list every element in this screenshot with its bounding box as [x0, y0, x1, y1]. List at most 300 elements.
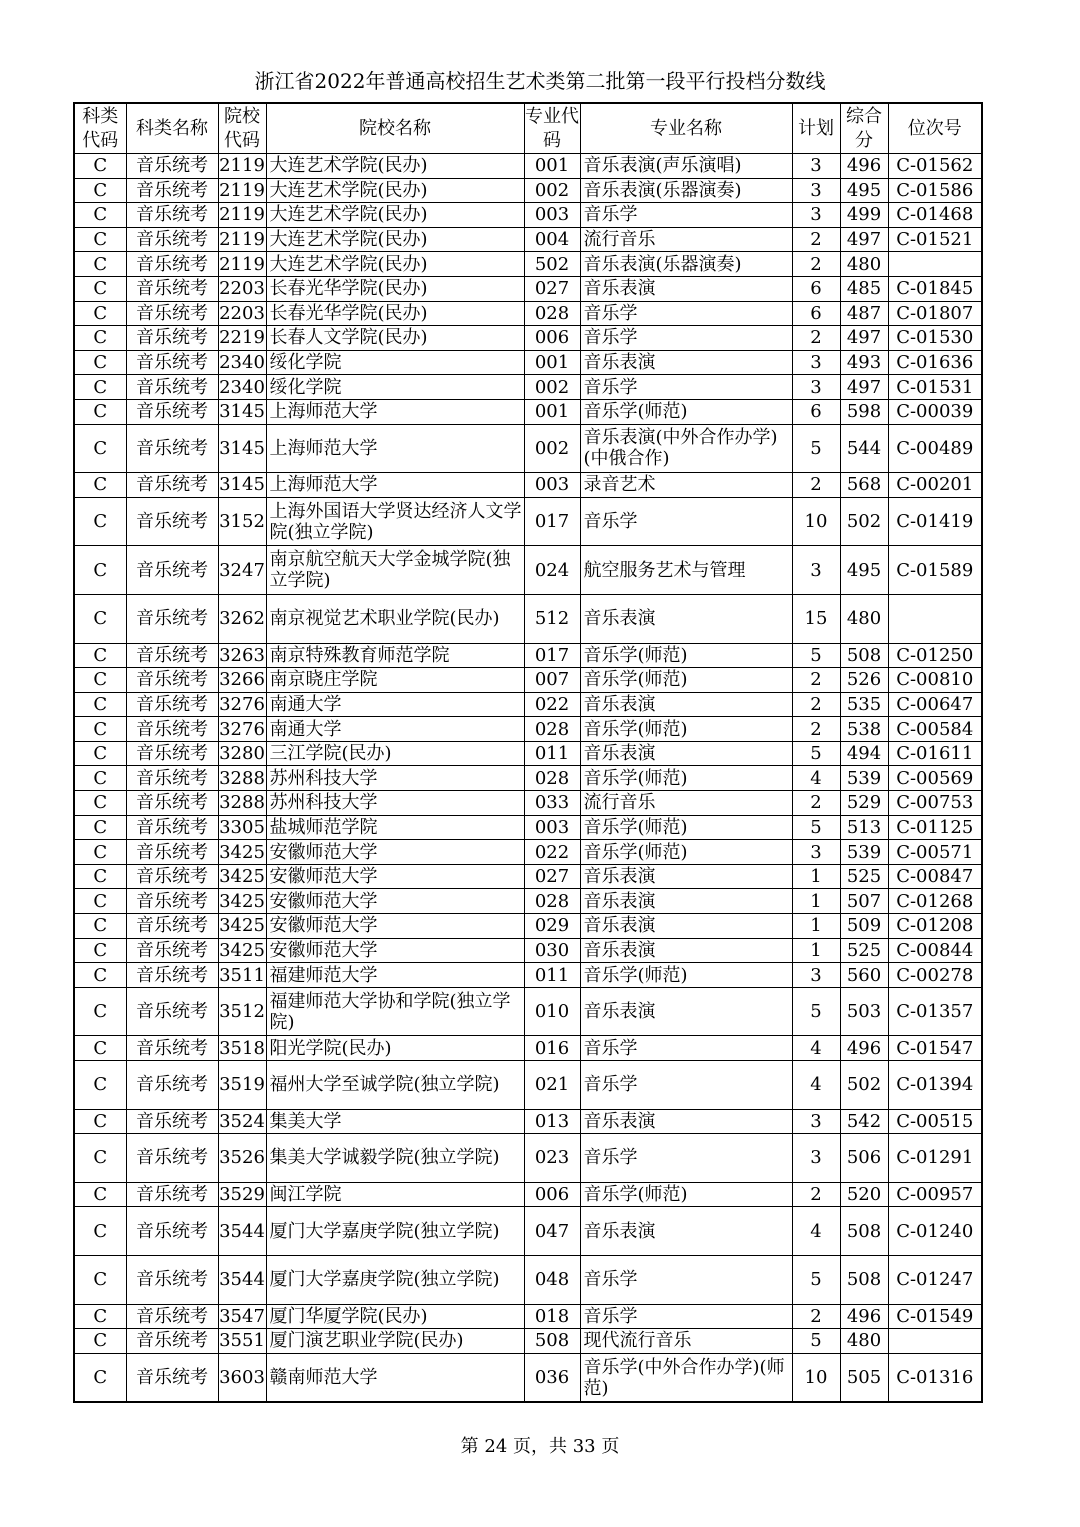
- cell-school-name: 安徽师范大学: [266, 889, 524, 914]
- table-row: [74, 668, 982, 693]
- cell-school-code: 3544: [218, 1255, 266, 1304]
- cell-major-name: 流行音乐: [580, 791, 792, 816]
- cell-school-name: 阳光学院(民办): [266, 1036, 524, 1061]
- cell-plan: 10: [792, 1353, 840, 1402]
- cell-category-code: C: [74, 594, 126, 643]
- cell-major-code: 024: [524, 546, 580, 595]
- cell-category-name: 音乐统考: [126, 717, 218, 742]
- cell-category-code: C: [74, 1304, 126, 1329]
- cell-school-code: 3145: [219, 474, 265, 496]
- cell-category-name: 音乐统考: [126, 178, 218, 203]
- cell-score: 508: [840, 1255, 888, 1304]
- table-row: [74, 276, 982, 301]
- cell-major-name: 音乐学(师范): [580, 1182, 792, 1207]
- cell-rank: C-00584: [888, 717, 982, 742]
- cell-plan: 1: [792, 864, 840, 889]
- cell-major-code: 512: [524, 594, 580, 643]
- cell-category-code: C: [74, 1255, 126, 1304]
- cell-category-name: 音乐统考: [126, 815, 218, 840]
- cell-score: 542: [840, 1109, 888, 1134]
- cell-category-name: 音乐统考: [126, 840, 218, 865]
- cell-school-code: 3262: [218, 594, 266, 643]
- cell-plan: 3: [792, 375, 840, 400]
- table-row: [74, 766, 982, 791]
- cell-category-code: C: [74, 1182, 126, 1207]
- cell-major-name: 音乐学: [580, 497, 792, 546]
- cell-score: 598: [840, 399, 888, 424]
- header-rank: 位次号: [888, 103, 982, 154]
- table-row: [74, 963, 982, 988]
- header-plan: 计划: [792, 103, 840, 154]
- cell-major-code: 003: [524, 815, 580, 840]
- page-footer: 第 24 页，共 33 页: [460, 1436, 620, 1457]
- cell-category-code: C: [74, 375, 126, 400]
- cell-category-code: C: [74, 741, 126, 766]
- table-row: [74, 914, 982, 939]
- cell-plan: 6: [792, 276, 840, 301]
- table-row: [74, 1134, 982, 1183]
- cell-score: 509: [840, 914, 888, 939]
- cell-rank: C-00844: [888, 938, 982, 963]
- table-row: [74, 424, 982, 473]
- cell-school-name: 南京航空航天大学金城学院(独立学院): [266, 546, 524, 595]
- cell-plan: 3: [792, 203, 840, 228]
- cell-school-code: 2119: [219, 204, 265, 226]
- cell-plan: 3: [792, 1109, 840, 1134]
- cell-plan: 2: [792, 252, 840, 277]
- cell-major-name: 音乐表演: [580, 741, 792, 766]
- cell-plan: 3: [792, 1134, 840, 1183]
- cell-rank: C-01636: [888, 350, 982, 375]
- cell-score: 503: [840, 987, 888, 1036]
- cell-category-code: C: [74, 301, 126, 326]
- cell-category-code: C: [74, 815, 126, 840]
- cell-rank: C-00201: [888, 473, 982, 498]
- cell-major-name: 现代流行音乐: [580, 1329, 792, 1354]
- cell-plan: 4: [792, 1207, 840, 1256]
- cell-category-name: 音乐统考: [126, 1182, 218, 1207]
- cell-school-name: 大连艺术学院(民办): [266, 252, 524, 277]
- cell-rank: C-00039: [888, 399, 982, 424]
- cell-major-name: 音乐表演: [580, 594, 792, 643]
- header-row: [74, 103, 982, 154]
- cell-school-code: 3519: [218, 1061, 266, 1110]
- table-row: [74, 889, 982, 914]
- cell-category-name: 音乐统考: [126, 326, 218, 351]
- cell-score: 496: [840, 1304, 888, 1329]
- cell-school-name: 南京晓庄学院: [266, 668, 524, 693]
- cell-category-name: 音乐统考: [126, 252, 218, 277]
- header-major-code: 专业代码: [524, 103, 580, 154]
- cell-category-name: 音乐统考: [126, 864, 218, 889]
- cell-major-name: 音乐学: [580, 301, 792, 326]
- cell-school-code: 3425: [219, 841, 265, 863]
- cell-major-code: 028: [524, 766, 580, 791]
- cell-major-name: 音乐学(师范): [580, 815, 792, 840]
- cell-category-name: 音乐统考: [126, 643, 218, 668]
- cell-school-code: 3145: [218, 424, 266, 473]
- cell-major-name: 音乐表演: [580, 692, 792, 717]
- cell-score: 494: [840, 741, 888, 766]
- cell-category-code: C: [74, 1134, 126, 1183]
- table-row: [74, 791, 982, 816]
- header-major-name: 专业名称: [580, 103, 792, 154]
- cell-plan: 1: [792, 914, 840, 939]
- table-row: [74, 1207, 982, 1256]
- cell-plan: 4: [792, 766, 840, 791]
- cell-major-code: 001: [524, 350, 580, 375]
- cell-major-name: 音乐学: [580, 1036, 792, 1061]
- cell-major-name: 音乐学(师范): [580, 717, 792, 742]
- cell-rank: C-01419: [888, 497, 982, 546]
- cell-school-name: 三江学院(民办): [266, 741, 524, 766]
- table-row: [74, 326, 982, 351]
- cell-major-code: 027: [524, 864, 580, 889]
- cell-major-code: 021: [524, 1061, 580, 1110]
- cell-score: 525: [840, 938, 888, 963]
- score-table: [73, 102, 983, 1403]
- cell-major-code: 022: [524, 840, 580, 865]
- cell-school-code: 2340: [219, 352, 265, 374]
- cell-category-code: C: [74, 987, 126, 1036]
- cell-score: 496: [840, 154, 888, 179]
- cell-category-name: 音乐统考: [126, 1304, 218, 1329]
- cell-category-code: C: [74, 350, 126, 375]
- cell-school-name: 大连艺术学院(民办): [266, 227, 524, 252]
- table-row: [74, 987, 982, 1036]
- cell-school-name: 安徽师范大学: [266, 840, 524, 865]
- cell-major-name: 航空服务艺术与管理: [580, 546, 792, 595]
- cell-school-name: 大连艺术学院(民办): [266, 178, 524, 203]
- cell-plan: 2: [792, 473, 840, 498]
- table-row: [74, 1255, 982, 1304]
- cell-school-name: 南通大学: [266, 692, 524, 717]
- cell-school-name: 安徽师范大学: [266, 938, 524, 963]
- cell-plan: 5: [792, 424, 840, 473]
- cell-major-code: 018: [524, 1304, 580, 1329]
- cell-major-name: 音乐学: [580, 1134, 792, 1183]
- cell-major-code: 010: [524, 987, 580, 1036]
- cell-major-name: 音乐学: [580, 203, 792, 228]
- cell-category-name: 音乐统考: [126, 766, 218, 791]
- cell-category-code: C: [74, 1036, 126, 1061]
- cell-rank: [888, 594, 982, 643]
- table-row: [74, 178, 982, 203]
- cell-rank: C-01268: [888, 889, 982, 914]
- cell-major-code: 022: [524, 692, 580, 717]
- cell-category-name: 音乐统考: [126, 1329, 218, 1354]
- cell-rank: C-01611: [888, 741, 982, 766]
- header-category-code: 科类代码: [74, 103, 126, 154]
- cell-major-code: 502: [524, 252, 580, 277]
- cell-score: 497: [840, 227, 888, 252]
- cell-major-name: 音乐学: [580, 1255, 792, 1304]
- cell-plan: 2: [792, 692, 840, 717]
- cell-major-code: 004: [524, 227, 580, 252]
- cell-category-code: C: [74, 1329, 126, 1354]
- cell-major-code: 001: [524, 154, 580, 179]
- cell-major-name: 音乐表演: [580, 864, 792, 889]
- cell-plan: 5: [792, 987, 840, 1036]
- cell-school-name: 集美大学诚毅学院(独立学院): [266, 1134, 524, 1183]
- cell-major-code: 033: [524, 791, 580, 816]
- cell-major-name: 音乐学(师范): [580, 963, 792, 988]
- cell-category-code: C: [74, 154, 126, 179]
- cell-major-name: 音乐表演: [580, 987, 792, 1036]
- cell-plan: 2: [792, 791, 840, 816]
- cell-major-code: 006: [524, 1182, 580, 1207]
- cell-school-code: 3551: [219, 1330, 265, 1352]
- cell-category-code: C: [74, 1353, 126, 1402]
- cell-major-name: 音乐学(中外合作办学)(师范): [580, 1353, 792, 1402]
- cell-school-name: 闽江学院: [266, 1182, 524, 1207]
- cell-school-name: 上海师范大学: [266, 473, 524, 498]
- cell-score: 535: [840, 692, 888, 717]
- cell-school-code: 3276: [219, 718, 265, 740]
- cell-major-name: 音乐表演: [580, 914, 792, 939]
- cell-rank: C-01589: [888, 546, 982, 595]
- cell-plan: 6: [792, 301, 840, 326]
- cell-category-name: 音乐统考: [126, 791, 218, 816]
- cell-major-name: 音乐表演(乐器演奏): [580, 178, 792, 203]
- cell-score: 508: [840, 1207, 888, 1256]
- cell-rank: C-01250: [888, 643, 982, 668]
- cell-rank: C-00571: [888, 840, 982, 865]
- cell-rank: C-00847: [888, 864, 982, 889]
- cell-major-name: 音乐学(师范): [580, 766, 792, 791]
- cell-score: 526: [840, 668, 888, 693]
- cell-school-name: 集美大学: [266, 1109, 524, 1134]
- cell-rank: [888, 252, 982, 277]
- cell-plan: 6: [792, 399, 840, 424]
- cell-score: 529: [840, 791, 888, 816]
- cell-school-name: 大连艺术学院(民办): [266, 203, 524, 228]
- cell-plan: 5: [792, 643, 840, 668]
- cell-category-code: C: [74, 252, 126, 277]
- table-row: [74, 1353, 982, 1402]
- cell-major-name: 音乐表演: [580, 1109, 792, 1134]
- cell-school-name: 长春光华学院(民办): [266, 276, 524, 301]
- cell-score: 499: [840, 203, 888, 228]
- cell-rank: C-01521: [888, 227, 982, 252]
- cell-score: 495: [840, 178, 888, 203]
- cell-school-name: 苏州科技大学: [266, 766, 524, 791]
- cell-category-code: C: [74, 864, 126, 889]
- cell-category-code: C: [74, 840, 126, 865]
- cell-score: 538: [840, 717, 888, 742]
- cell-score: 508: [840, 643, 888, 668]
- cell-category-name: 音乐统考: [126, 594, 218, 643]
- cell-major-code: 003: [524, 473, 580, 498]
- cell-category-code: C: [74, 791, 126, 816]
- cell-score: 493: [840, 350, 888, 375]
- table-row: [74, 546, 982, 595]
- cell-score: 497: [840, 326, 888, 351]
- cell-plan: 15: [792, 594, 840, 643]
- cell-school-name: 苏州科技大学: [266, 791, 524, 816]
- cell-school-name: 上海师范大学: [266, 399, 524, 424]
- cell-category-code: C: [74, 963, 126, 988]
- cell-plan: 4: [792, 1036, 840, 1061]
- cell-category-name: 音乐统考: [126, 497, 218, 546]
- cell-school-code: 3524: [219, 1110, 265, 1132]
- cell-major-code: 028: [524, 301, 580, 326]
- cell-school-code: 3425: [219, 939, 265, 961]
- cell-category-code: C: [74, 424, 126, 473]
- cell-school-name: 大连艺术学院(民办): [266, 154, 524, 179]
- cell-school-code: 3425: [219, 866, 265, 888]
- cell-school-code: 3288: [219, 767, 265, 789]
- cell-plan: 5: [792, 815, 840, 840]
- cell-category-name: 音乐统考: [126, 1061, 218, 1110]
- cell-school-name: 福建师范大学协和学院(独立学院): [266, 987, 524, 1036]
- cell-rank: C-01530: [888, 326, 982, 351]
- cell-category-code: C: [74, 227, 126, 252]
- cell-major-name: 音乐学: [580, 326, 792, 351]
- cell-major-name: 音乐表演: [580, 1207, 792, 1256]
- cell-plan: 3: [792, 178, 840, 203]
- table-row: [74, 227, 982, 252]
- cell-major-name: 音乐表演(中外合作办学)(中俄合作): [580, 424, 792, 473]
- cell-school-code: 2119: [219, 179, 265, 201]
- cell-school-code: 3526: [218, 1134, 266, 1183]
- cell-category-code: C: [74, 938, 126, 963]
- cell-school-code: 3529: [219, 1184, 265, 1206]
- cell-category-name: 音乐统考: [126, 963, 218, 988]
- cell-category-code: C: [74, 717, 126, 742]
- cell-school-name: 南通大学: [266, 717, 524, 742]
- cell-category-name: 音乐统考: [126, 938, 218, 963]
- header-score: 综合分: [840, 103, 888, 154]
- cell-school-name: 长春光华学院(民办): [266, 301, 524, 326]
- cell-category-code: C: [74, 668, 126, 693]
- cell-school-name: 南京视觉艺术职业学院(民办): [266, 594, 524, 643]
- table-row: [74, 717, 982, 742]
- table-row: [74, 1304, 982, 1329]
- cell-school-name: 赣南师范大学: [266, 1353, 524, 1402]
- cell-score: 502: [840, 1061, 888, 1110]
- cell-plan: 2: [792, 326, 840, 351]
- cell-category-code: C: [74, 178, 126, 203]
- header-school-name: 院校名称: [266, 103, 524, 154]
- cell-school-name: 厦门大学嘉庚学院(独立学院): [266, 1255, 524, 1304]
- cell-school-name: 盐城师范学院: [266, 815, 524, 840]
- cell-major-name: 音乐学(师范): [580, 840, 792, 865]
- cell-category-name: 音乐统考: [126, 1109, 218, 1134]
- cell-plan: 2: [792, 717, 840, 742]
- cell-category-name: 音乐统考: [126, 668, 218, 693]
- cell-plan: 3: [792, 840, 840, 865]
- cell-category-code: C: [74, 766, 126, 791]
- cell-plan: 3: [792, 963, 840, 988]
- cell-plan: 3: [792, 154, 840, 179]
- cell-category-name: 音乐统考: [126, 1134, 218, 1183]
- cell-major-code: 002: [524, 424, 580, 473]
- table-row: [74, 497, 982, 546]
- cell-major-code: 002: [524, 178, 580, 203]
- table-row: [74, 594, 982, 643]
- cell-major-name: 音乐表演: [580, 350, 792, 375]
- cell-school-code: 2119: [219, 229, 265, 251]
- cell-major-name: 音乐学(师范): [580, 668, 792, 693]
- cell-rank: C-00569: [888, 766, 982, 791]
- cell-rank: C-01549: [888, 1304, 982, 1329]
- cell-category-name: 音乐统考: [126, 399, 218, 424]
- table-row: [74, 252, 982, 277]
- cell-plan: 5: [792, 1329, 840, 1354]
- cell-score: 560: [840, 963, 888, 988]
- cell-major-code: 002: [524, 375, 580, 400]
- cell-major-code: 017: [524, 643, 580, 668]
- cell-category-name: 音乐统考: [126, 276, 218, 301]
- table-row: [74, 1329, 982, 1354]
- cell-major-code: 006: [524, 326, 580, 351]
- cell-school-name: 绥化学院: [266, 375, 524, 400]
- cell-rank: C-01807: [888, 301, 982, 326]
- cell-major-code: 508: [524, 1329, 580, 1354]
- cell-category-code: C: [74, 276, 126, 301]
- cell-school-code: 2219: [219, 327, 265, 349]
- cell-major-code: 023: [524, 1134, 580, 1183]
- cell-school-code: 3547: [219, 1305, 265, 1327]
- cell-plan: 5: [792, 1255, 840, 1304]
- cell-rank: C-00957: [888, 1182, 982, 1207]
- cell-major-name: 音乐表演(乐器演奏): [580, 252, 792, 277]
- cell-major-code: 001: [524, 399, 580, 424]
- cell-category-code: C: [74, 203, 126, 228]
- cell-school-name: 安徽师范大学: [266, 914, 524, 939]
- cell-rank: C-01845: [888, 276, 982, 301]
- cell-major-name: 音乐表演: [580, 938, 792, 963]
- cell-category-name: 音乐统考: [126, 1255, 218, 1304]
- cell-major-code: 011: [524, 741, 580, 766]
- cell-major-name: 音乐学: [580, 1304, 792, 1329]
- table-row: [74, 399, 982, 424]
- cell-major-name: 音乐表演: [580, 889, 792, 914]
- cell-score: 502: [840, 497, 888, 546]
- cell-school-name: 厦门大学嘉庚学院(独立学院): [266, 1207, 524, 1256]
- cell-major-code: 017: [524, 497, 580, 546]
- cell-rank: C-01208: [888, 914, 982, 939]
- cell-major-code: 028: [524, 889, 580, 914]
- cell-school-code: 3247: [218, 546, 266, 595]
- cell-category-name: 音乐统考: [126, 692, 218, 717]
- cell-category-code: C: [74, 914, 126, 939]
- cell-category-name: 音乐统考: [126, 987, 218, 1036]
- cell-major-code: 030: [524, 938, 580, 963]
- cell-category-name: 音乐统考: [126, 301, 218, 326]
- cell-rank: [888, 1329, 982, 1354]
- cell-category-code: C: [74, 1207, 126, 1256]
- cell-major-code: 028: [524, 717, 580, 742]
- cell-major-name: 音乐学: [580, 375, 792, 400]
- cell-rank: C-00810: [888, 668, 982, 693]
- cell-category-name: 音乐统考: [126, 350, 218, 375]
- cell-category-name: 音乐统考: [126, 546, 218, 595]
- table-row: [74, 1061, 982, 1110]
- cell-school-code: 3152: [218, 497, 266, 546]
- cell-plan: 2: [792, 1182, 840, 1207]
- cell-school-code: 2203: [219, 302, 265, 324]
- cell-plan: 2: [792, 1304, 840, 1329]
- cell-major-name: 音乐表演(声乐演唱): [580, 154, 792, 179]
- cell-plan: 2: [792, 668, 840, 693]
- score-table-wrapper: [73, 102, 983, 1403]
- cell-plan: 1: [792, 938, 840, 963]
- cell-score: 525: [840, 864, 888, 889]
- table-row: [74, 1109, 982, 1134]
- cell-category-code: C: [74, 889, 126, 914]
